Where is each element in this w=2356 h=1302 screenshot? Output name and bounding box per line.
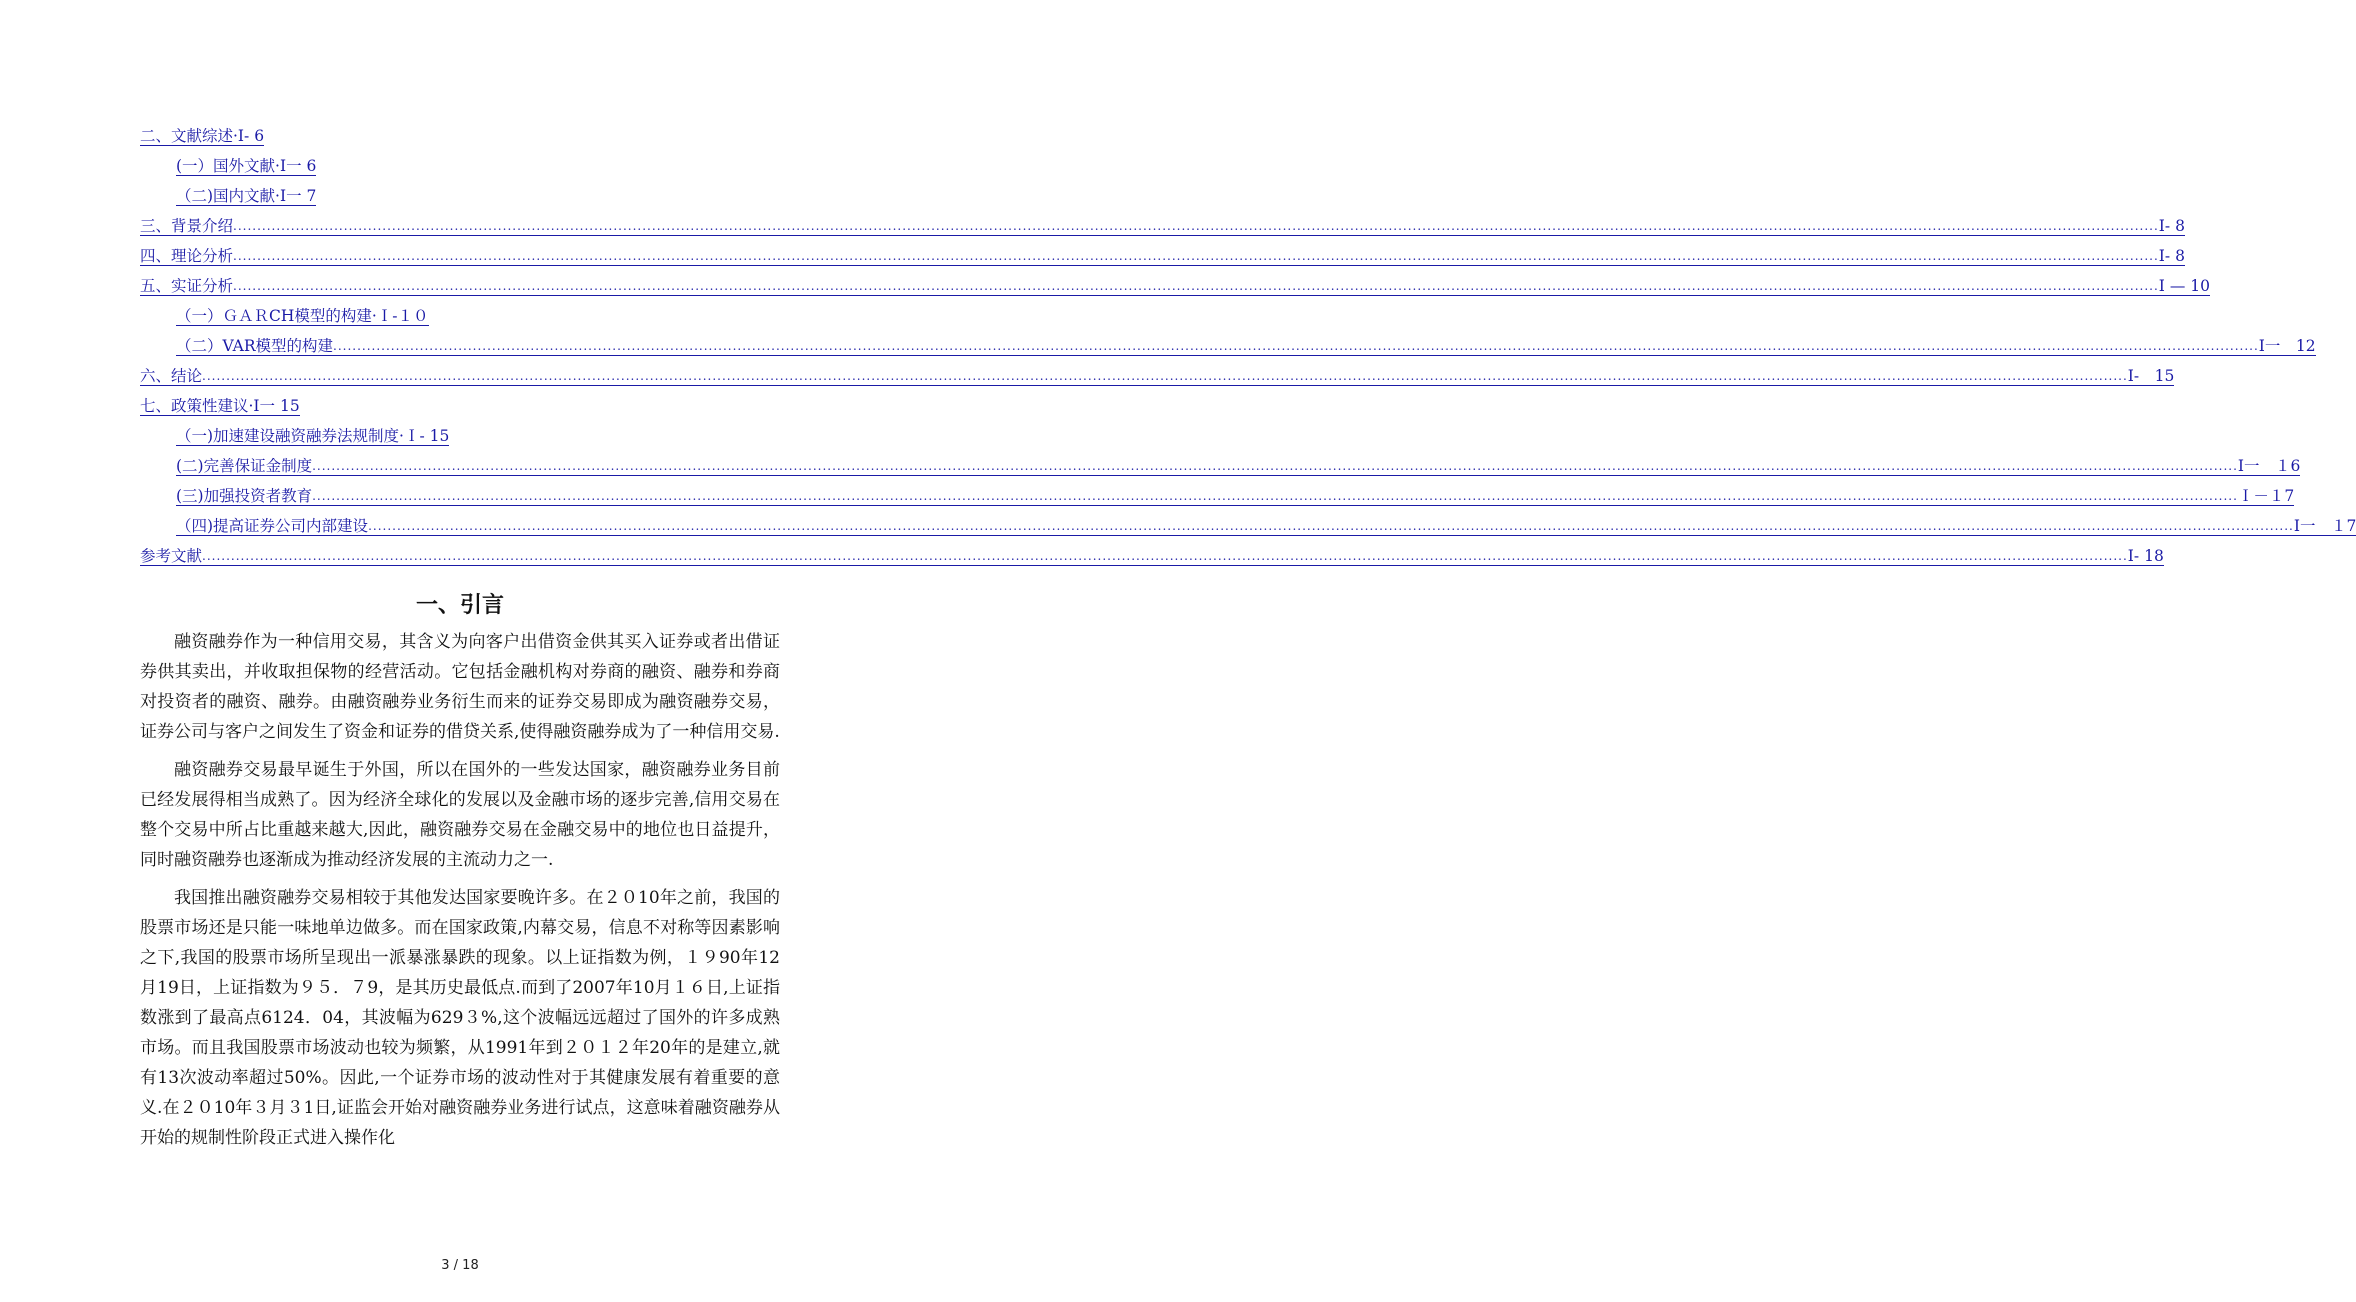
paragraph: 融资融券作为一种信用交易，其含义为向客户出借资金供其买入证券或者出借证券供其卖出，并收取担保物的经营活动。它包括金融机构对券商的融资、融券和券商对投资者的融资、融券。由融资融券业务衍生而来的证券交易即成为融资融券交易，证券公司与客户之间发生了资金和证券的借贷关系,使得融资融券成为了一种信用交易. <box>140 632 780 742</box>
toc-leader-dots: ................................................................................................................................................................................................................................................................................................................................................................................................................ <box>202 547 2128 566</box>
toc-entry[interactable] <box>140 146 780 176</box>
toc-entry[interactable] <box>140 176 780 206</box>
toc-page-number: I一 １6 <box>2237 457 2301 475</box>
toc-entry[interactable] <box>140 296 780 326</box>
toc-entry[interactable] <box>140 506 2356 536</box>
toc-entry[interactable] <box>140 116 780 146</box>
toc-leader-dots: ................................................................................................................................................................................................................................................................................................................................................................................................................ <box>312 457 2238 476</box>
toc-entry-label: 五、实证分析 <box>140 277 234 295</box>
toc-page-number: I- 8 <box>2158 247 2185 265</box>
toc-entry-label: (二)完善保证金制度 <box>176 457 313 475</box>
toc-entry[interactable] <box>140 386 780 416</box>
toc-leader-dots: ................................................................................................................................................................................................................................................................................................................................................................................................................ <box>312 487 2238 506</box>
toc-page-number: I- 18 <box>2127 547 2164 565</box>
toc-entry-label: （二)国内文献·I一 7 <box>176 187 317 205</box>
toc-leader-dots: ................................................................................................................................................................................................................................................................................................................................................................................................................ <box>233 217 2159 236</box>
toc-entry[interactable] <box>140 416 780 446</box>
paragraph: 融资融券交易最早诞生于外国，所以在国外的一些发达国家，融资融券业务目前已经发展得相当成熟了。因为经济全球化的发展以及金融市场的逐步完善,信用交易在整个交易中所占比重越来越大,因此，融资融券交易在金融交易中的地位也日益提升，同时融资融券也逐渐成为推动经济发展的主流动力之一. <box>140 760 780 870</box>
toc-page-number: I — 10 <box>2158 277 2210 295</box>
toc-page-number: I一 12 <box>2258 337 2316 355</box>
toc-entry-label: 三、背景介绍 <box>140 217 234 235</box>
toc-entry-label: 参考文献 <box>140 547 203 565</box>
toc-entry-label: （二）VAR模型的构建 <box>176 337 334 355</box>
toc-entry-label: 二、文献综述·I- 6 <box>140 127 265 145</box>
toc-entry-label: 四、理论分析 <box>140 247 234 265</box>
toc-entry-label: 七、政策性建议·I一 15 <box>140 397 300 415</box>
toc-entry-label: （四)提高证券公司内部建设 <box>176 517 369 535</box>
toc-leader-dots: ................................................................................................................................................................................................................................................................................................................................................................................................................ <box>233 277 2159 296</box>
toc-page-number: I- 8 <box>2158 217 2185 235</box>
toc-entry[interactable] <box>140 536 2164 566</box>
toc-page-number: I一 １7 <box>2293 517 2356 535</box>
toc-leader-dots: ................................................................................................................................................................................................................................................................................................................................................................................................................ <box>333 337 2259 356</box>
toc-leader-dots: ................................................................................................................................................................................................................................................................................................................................................................................................................ <box>202 367 2128 386</box>
toc-entry-label: (一）国外文献·I一 6 <box>176 157 317 175</box>
toc-entry[interactable] <box>140 206 2185 236</box>
toc-page-number: I- 15 <box>2127 367 2175 385</box>
section-heading: 一、引言 <box>415 593 504 618</box>
toc-entry-label: （一）ＧＡＲCH模型的构建·Ｉ-１０ <box>176 307 429 325</box>
toc-entry-label: （一)加速建设融资融券法规制度·Ｉ- 15 <box>176 427 450 445</box>
toc-page-number: Ｉ－１7 <box>2237 487 2295 505</box>
toc-entry[interactable] <box>140 236 2185 266</box>
toc-entry[interactable] <box>140 446 2301 476</box>
toc-entry-label: 六、结论 <box>140 367 203 385</box>
body-text <box>140 627 780 1161</box>
table-of-contents <box>140 116 2356 566</box>
toc-entry-label: (三)加强投资者教育 <box>176 487 313 505</box>
toc-entry[interactable] <box>140 476 2295 506</box>
toc-entry[interactable] <box>140 326 2316 356</box>
toc-leader-dots: ................................................................................................................................................................................................................................................................................................................................................................................................................ <box>233 247 2159 266</box>
paragraph: 我国推出融资融券交易相较于其他发达国家要晚许多。在２０10年之前，我国的股票市场还是只能一味地单边做多。而在国家政策,内幕交易，信息不对称等因素影响之下,我国的股票市场所呈现出一派暴涨暴跌的现象。以上证指数为例，１９90年12月19日，上证指数为９５．７9，是其历史最低点.而到了2007年10月１６日,上证指数涨到了最高点6124．04，其波幅为629３%,这个波幅远远超过了国外的许多成熟市场。而且我国股票市场波动也较为频繁，从1991年到２０１２年20年的是建立,就有13次波动率超过50%。因此,一个证券市场的波动性对于其健康发展有着重要的意义.在２０10年３月３1日,证监会开始对融资融券业务进行试点，这意味着融资融券从开始的规制性阶段正式进入操作化 <box>140 888 780 1148</box>
toc-entry[interactable] <box>140 266 2210 296</box>
toc-leader-dots: ................................................................................................................................................................................................................................................................................................................................................................................................................ <box>368 517 2294 536</box>
page-number: 3 / 18 <box>441 1258 479 1273</box>
toc-entry[interactable] <box>140 356 2175 386</box>
